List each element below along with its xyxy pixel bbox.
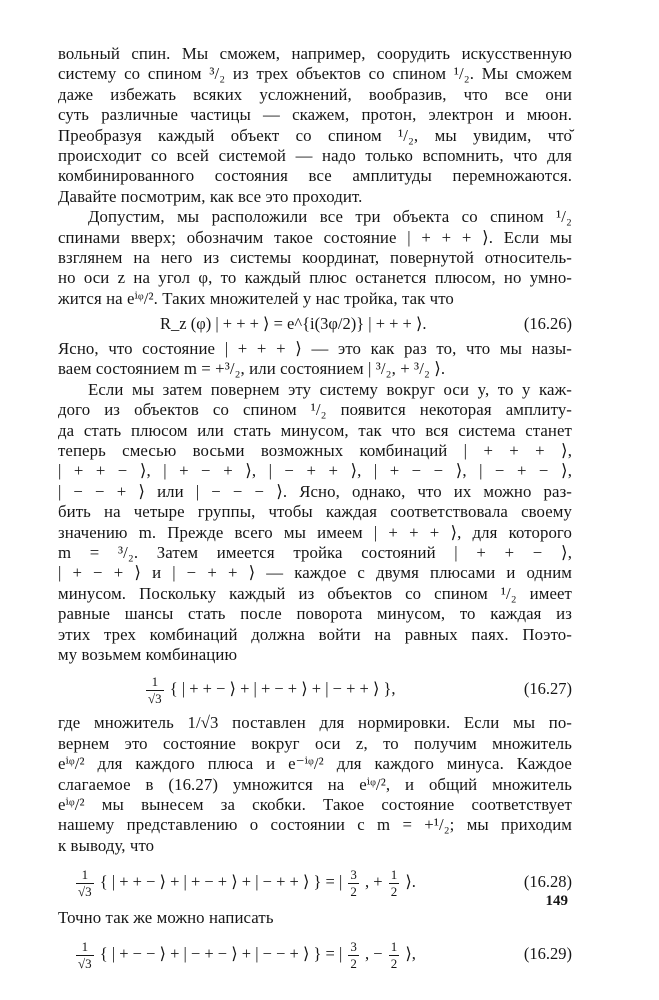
equation-expression: { | + − − ⟩ + | − + − ⟩ + | − − + ⟩ } = | bbox=[99, 944, 343, 964]
text-line: бить на четыре группы, чтобы каждая соответствовала своему bbox=[58, 502, 572, 522]
text-line: к выводу, что bbox=[58, 835, 155, 855]
fraction-numerator: 1 bbox=[146, 674, 164, 691]
fraction-denominator: √3 bbox=[148, 691, 162, 707]
ket-close: ⟩. bbox=[405, 872, 416, 892]
equation-16-29 bbox=[58, 928, 572, 980]
text-line: вольный спин. Мы сможем, например, соорудить искусственную bbox=[58, 44, 572, 63]
text-line: жится на eⁱᵠ/². Таких множителей у нас тройка, так что bbox=[58, 288, 454, 308]
paragraph-3 bbox=[58, 339, 572, 380]
page-number: 149 bbox=[545, 893, 568, 909]
equation-16-28 bbox=[58, 856, 572, 908]
text-line: Преобразуя каждый объект со спином ¹/₂, мы увидим, что̆ bbox=[58, 125, 572, 145]
equation-number: (16.28) bbox=[523, 872, 572, 892]
paragraph-5 bbox=[58, 713, 572, 856]
text-line: значению m. Прежде всего мы имеем | + + + ⟩, для которого bbox=[58, 522, 572, 542]
text-line: Ясно, что состояние | + + + ⟩ — это как раз то, что мы назы- bbox=[58, 339, 572, 359]
paragraph-2 bbox=[58, 207, 572, 309]
text-line: Давайте посмотрим, как все это проходит. bbox=[58, 186, 363, 206]
text-line: | + + − ⟩, | + − + ⟩, | − + + ⟩, | + − − ⟩, | − + − ⟩, bbox=[58, 461, 572, 481]
fraction-numerator: 3 bbox=[350, 939, 357, 955]
text-line: этих трех комбинаций должна войти на равных паях. Поэто- bbox=[58, 624, 572, 644]
equation-sign: , − bbox=[365, 944, 383, 964]
equation-body bbox=[74, 928, 416, 980]
equation-expression: { | + + − ⟩ + | + − + ⟩ + | − + + ⟩ }, bbox=[169, 679, 396, 699]
equation-sign: , + bbox=[365, 872, 383, 892]
equation-number: (16.29) bbox=[523, 944, 572, 964]
text-line: Точно так же можно написать bbox=[58, 908, 274, 928]
fraction-denominator: √3 bbox=[78, 883, 92, 899]
equation-expression: { | + + − ⟩ + | + − + ⟩ + | − + + ⟩ } = | bbox=[99, 872, 343, 892]
normalization-fraction bbox=[76, 939, 94, 972]
equation-16-27 bbox=[58, 665, 572, 713]
text-line: систему со спином ³/₂ из трех объектов со спином ¹/₂. Мы сможем bbox=[58, 64, 572, 84]
text-line: Если мы затем повернем эту систему вокруг оси y, то у каж- bbox=[88, 379, 572, 399]
fraction-denominator: 2 bbox=[350, 883, 357, 899]
fraction-denominator: 2 bbox=[390, 883, 398, 899]
text-line: | + − + ⟩ и | − + + ⟩ — каждое с двумя плюсами и одним bbox=[58, 563, 572, 583]
normalization-fraction bbox=[146, 674, 164, 707]
fraction-denominator: √3 bbox=[78, 956, 92, 972]
fraction-numerator: 1 bbox=[390, 866, 398, 882]
equation-16-26 bbox=[58, 309, 572, 339]
text-line: спинами вверх; обозначим такое состояние | + + + ⟩. Если мы bbox=[58, 227, 572, 247]
projection-fraction bbox=[389, 939, 400, 972]
text-line: eⁱᵠ/² мы вынесем за скобки. Такое состояние соответствует bbox=[58, 794, 572, 814]
text-line: минусом. Поскольку каждый из объектов со спином ¹/₂ имеет bbox=[58, 583, 572, 603]
text-line: да стать плюсом или стать минусом, так что вся система станет bbox=[58, 420, 572, 440]
fraction-numerator: 1 bbox=[390, 939, 398, 955]
text-line: му возьмем комбинацию bbox=[58, 644, 238, 664]
normalization-fraction bbox=[76, 867, 94, 900]
equation-expression: R_z (φ) | + + + ⟩ = e^{i(3φ/2)} | + + + ⟩. bbox=[160, 314, 427, 334]
text-line: Допустим, мы расположили все три объекта со спином ¹/₂ bbox=[88, 207, 572, 227]
text-line: где множитель 1/√3 поставлен для нормировки. Если мы по- bbox=[58, 713, 572, 733]
text-line: вернем это состояние вокруг оси z, то получим множитель bbox=[58, 733, 572, 753]
fraction-denominator: 2 bbox=[350, 956, 357, 972]
text-line: m = ³/₂. Затем имеется тройка состояний | + + − ⟩, bbox=[58, 542, 572, 562]
text-line: даже избежать всяких усложнений, вообразив, что все они bbox=[58, 84, 572, 104]
spin-fraction bbox=[348, 939, 359, 972]
fraction-denominator: 2 bbox=[390, 956, 398, 972]
spin-fraction bbox=[348, 867, 359, 900]
fraction-numerator: 1 bbox=[76, 939, 94, 956]
page-body bbox=[58, 44, 572, 980]
equation-body bbox=[144, 665, 396, 713]
fraction-numerator: 1 bbox=[76, 867, 94, 884]
equation-number: (16.26) bbox=[523, 314, 572, 334]
text-line: комбинированного состояния все амплитуды перемножаются. bbox=[58, 166, 572, 186]
text-line: eⁱᵠ/² для каждого плюса и e⁻ⁱᵠ/² для каждого минуса. Каждое bbox=[58, 754, 572, 774]
projection-fraction bbox=[389, 867, 400, 900]
fraction-numerator: 3 bbox=[350, 866, 357, 882]
equation-number: (16.27) bbox=[523, 679, 572, 699]
text-line: теперь смесью восьми возможных комбинаций | + + + ⟩, bbox=[58, 441, 572, 461]
ket-close: ⟩, bbox=[405, 944, 416, 964]
paragraph-1 bbox=[58, 44, 572, 207]
text-line: суть различные частицы — скажем, протон, электрон и мюон. bbox=[58, 105, 572, 125]
text-line: ваем состоянием m = +³/₂, или состоянием | ³/₂, + ³/₂ ⟩. bbox=[58, 359, 446, 379]
equation-body bbox=[74, 856, 416, 908]
paragraph-6 bbox=[58, 908, 572, 928]
text-line: нашему представлению о состоянии с m = +¹/₂; мы приходим bbox=[58, 815, 572, 835]
text-line: происходит со всей системой — надо только вспомнить, что для bbox=[58, 145, 572, 165]
text-line: | − − + ⟩ или | − − − ⟩. Ясно, однако, что их можно раз- bbox=[58, 481, 572, 501]
text-line: дого из объектов со спином ¹/₂ появится некоторая амплиту- bbox=[58, 400, 572, 420]
text-line: слагаемое в (16.27) умножится на eⁱᵠ/², и общий множитель bbox=[58, 774, 572, 794]
text-line: но оси z на угол φ, то каждый плюс останется плюсом, но умно- bbox=[58, 268, 572, 288]
text-line: взглянем на него из системы координат, повернутой относитель- bbox=[58, 247, 572, 267]
paragraph-4 bbox=[58, 380, 572, 665]
text-line: равные шансы стать после поворота минусом, то каждая из bbox=[58, 604, 572, 624]
